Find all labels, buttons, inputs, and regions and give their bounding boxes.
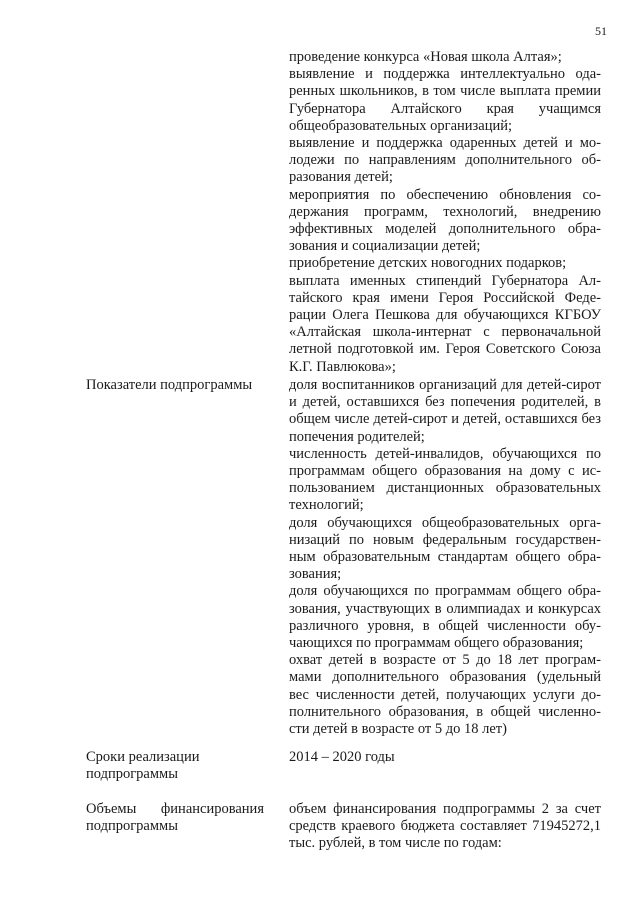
list-item: выявление и поддержка одаренных детей и молодежи по направлениям дополнительного образования детей; xyxy=(289,135,601,186)
list-item: объем финансирования подпрограммы 2 за счет средств краевого бюджета составляет 71945272,1 тыс. рублей, в том числе по годам: xyxy=(289,801,601,852)
list-item: проведение конкурса «Новая школа Алтая»; xyxy=(289,49,562,65)
list-item: 2014 – 2020 годы xyxy=(289,749,395,765)
indicators-label: Показатели подпрограммы xyxy=(86,377,253,393)
list-item: доля обучающихся по программам общего образования, участвующих в олимпиадах и конкурсах различного уровня, в общей численности обучающихся по программам общего образования; xyxy=(289,583,601,652)
list-item: доля обучающихся общеобразовательных организаций по новым федеральным государственным образовательным стандартам общего образования; xyxy=(289,514,601,583)
list-item: выявление и поддержка интеллектуально одаренных школьников, в том числе выплата премии Губернатора Алтайского края учащимся общеобразовательных организаций; xyxy=(289,66,601,134)
list-item: приобретение детских новогодних подарков; xyxy=(289,255,567,272)
page-number: 51 xyxy=(595,24,607,38)
financing-text xyxy=(289,801,601,853)
indicators-list xyxy=(289,377,601,738)
list-item: выплата именных стипендий Губернатора Алтайского края имени Героя Российской Федерации Олега Пешкова для обучающихся КГБОУ «Алтайская школа-интернат с первоначальной летной подготовкой им. Героя Советского Союза К.Г. Павлюкова»; xyxy=(289,272,601,375)
list-item: доля воспитанников организаций для детей-сирот и детей, оставшихся без попечения родителей, в общем числе детей-сирот и детей, оставшихся без попечения родителей; xyxy=(289,377,601,445)
period-value xyxy=(289,749,601,766)
period-label: Сроки реализации подпрограммы xyxy=(86,749,200,783)
list-item: численность детей-инвалидов, обучающихся по программам общего образования на дому с использованием дистанционных образовательных технологий; xyxy=(289,445,601,514)
list-item: охват детей в возрасте от 5 до 18 лет программами дополнительного образования (удельный вес численности детей, получающих услуги дополнительного образования, в общей численности детей в возрасте от 5 до 18 лет) xyxy=(289,652,601,738)
measures-list xyxy=(289,49,601,376)
financing-label: Объемы финансирования подпрограммы xyxy=(86,801,264,835)
list-item: мероприятия по обеспечению обновления содержания программ, технологий, внедрению эффективных моделей дополнительного образования и социализации детей; xyxy=(289,186,601,255)
